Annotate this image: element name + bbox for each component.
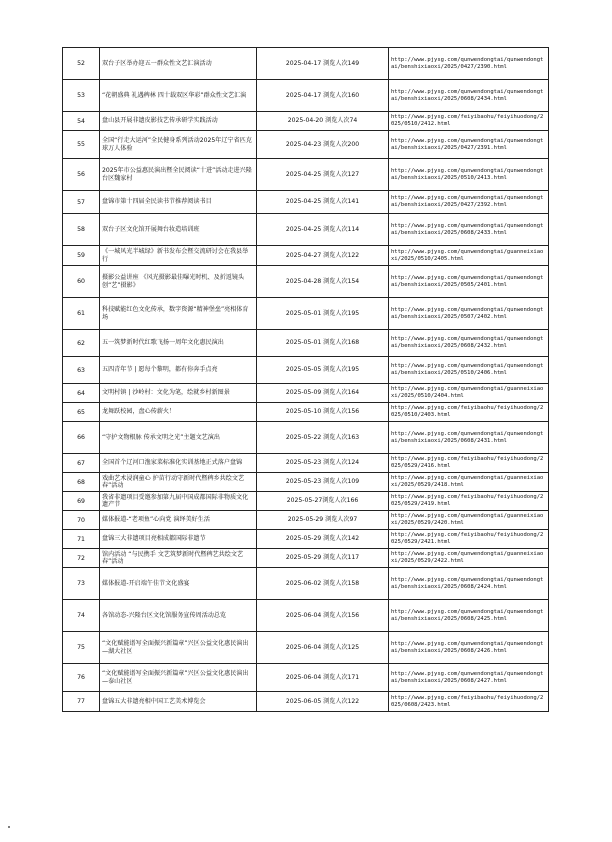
row-number: 59: [63, 246, 100, 266]
activity-title: 双台子区举办迎五一群众性文艺汇演活动: [100, 48, 257, 80]
date-views: 2025-04-17 浏览人次149: [257, 48, 389, 80]
table-row: [63, 246, 549, 266]
row-number: 63: [63, 357, 100, 384]
activity-url: http://www.pjysg.com/qunwendongtai/qunwendongtai/benshixiaoxi/2025/0427/2390.html: [389, 48, 549, 80]
activity-url: http://www.pjysg.com/qunwendongtai/qunwendongtai/benshixiaoxi/2025/0505/2401.html: [389, 266, 549, 298]
activity-title: 五一筑梦新时代红歌飞扬一周年文化惠民演出: [100, 330, 257, 357]
table-row: [63, 131, 549, 159]
activity-title: 文明村镇 | 沙岭村：文化为笔，绘就乡村新图景: [100, 384, 257, 403]
table-row: [63, 454, 549, 473]
row-number: 57: [63, 191, 100, 214]
activity-title: 媒体报道-开启端午佳节文化盛宴: [100, 568, 257, 600]
activity-title: 双台子区文化馆开展舞台妆造培训班: [100, 214, 257, 246]
table-row: [63, 298, 549, 330]
margin-dot: [8, 826, 10, 828]
activity-title: 五四青年节 | 愿每个黎明，都有你奔手点亮: [100, 357, 257, 384]
activity-url: http://www.pjysg.com/qunwendongtai/guanneixiaoxi/2025/0529/2420.html: [389, 511, 549, 530]
row-number: 52: [63, 48, 100, 80]
row-number: 73: [63, 568, 100, 600]
row-number: 67: [63, 454, 100, 473]
activity-title: 摄影公益讲座 《风光摄影最佳曝光时机、及折返镜头创“艺”摄影》: [100, 266, 257, 298]
row-number: 65: [63, 403, 100, 422]
activity-title: 全国首个辽河口渔家菜标准化实训基地正式落户盘锦: [100, 454, 257, 473]
table-row: [63, 403, 549, 422]
date-views: 2025-05-29 浏览人次117: [257, 549, 389, 568]
activity-url: http://www.pjysg.com/qunwendongtai/qunwendongtai/benshixiaoxi/2025/0608/2426.html: [389, 632, 549, 664]
table-row: [63, 600, 549, 632]
activity-url: http://www.pjysg.com/feiyibaohu/feiyihuodong/2025/0529/2421.html: [389, 530, 549, 549]
table-row: [63, 214, 549, 246]
row-number: 55: [63, 131, 100, 159]
activity-title: 盘锦五大非遗亮相中国工艺美术博览会: [100, 692, 257, 712]
activity-title: “文化赋能谱写全面振兴新篇章”兴区公益文化惠民演出—泰山社区: [100, 664, 257, 692]
activity-url: http://www.pjysg.com/qunwendongtai/qunwendongtai/benshixiaoxi/2025/0510/2406.html: [389, 357, 549, 384]
date-views: 2025-05-05 浏览人次195: [257, 357, 389, 384]
date-views: 2025-04-27 浏览人次122: [257, 246, 389, 266]
table-row: [63, 357, 549, 384]
activity-title: 2025年市公益惠民演出暨全民阅读“十进”活动走进兴隆台区魏家村: [100, 159, 257, 191]
activity-title: 媒体报道-“老项鱼”心向党 演绎美好生活: [100, 511, 257, 530]
date-views: 2025-06-04 浏览人次171: [257, 664, 389, 692]
activity-title: 盘锦三大非遗项目亮相成都国际非遗节: [100, 530, 257, 549]
date-views: 2025-04-25 浏览人次114: [257, 214, 389, 246]
row-number: 69: [63, 492, 100, 511]
row-number: 64: [63, 384, 100, 403]
date-views: 2025-04-28 浏览人次154: [257, 266, 389, 298]
activity-url: http://www.pjysg.com/qunwendongtai/qunwendongtai/benshixiaoxi/2025/0507/2402.html: [389, 298, 549, 330]
table-row: [63, 549, 549, 568]
date-views: 2025-05-27浏览人次166: [257, 492, 389, 511]
activity-title: 戏曲艺术浸润童心 护苗行动守新时代暨稗乡共绘文艺春”活动: [100, 473, 257, 492]
table-row: [63, 266, 549, 298]
row-number: 61: [63, 298, 100, 330]
table-row: [63, 330, 549, 357]
date-views: 2025-05-09 浏览人次164: [257, 384, 389, 403]
activity-title: 龙舞跃校园，盘心传薪火！: [100, 403, 257, 422]
activity-title: 科技赋能红色文化传承，数字资源“精神堡垒”亮相体育场: [100, 298, 257, 330]
activity-url: http://www.pjysg.com/qunwendongtai/qunwendongtai/benshixiaoxi/2025/0608/2431.html: [389, 422, 549, 454]
activity-url: http://www.pjysg.com/qunwendongtai/qunwendongtai/benshixiaoxi/2025/0427/2392.html: [389, 191, 549, 214]
date-views: 2025-04-20 浏览人次74: [257, 112, 389, 131]
activity-title: 《一城风光半城绿》新书发布会暨交流研讨会在我县举行: [100, 246, 257, 266]
row-number: 68: [63, 473, 100, 492]
row-number: 66: [63, 422, 100, 454]
activity-url: http://www.pjysg.com/qunwendongtai/guanneixiaoxi/2025/0510/2405.html: [389, 246, 549, 266]
date-views: 2025-05-23 浏览人次109: [257, 473, 389, 492]
table-row: [63, 492, 549, 511]
activity-title: “花朝盛典 礼遇稗林 四十载双区华彩”群众性文艺汇演: [100, 80, 257, 112]
date-views: 2025-06-04 浏览人次125: [257, 632, 389, 664]
activity-url: http://www.pjysg.com/qunwendongtai/qunwendongtai/benshixiaoxi/2025/0608/2432.html: [389, 330, 549, 357]
activity-url: http://www.pjysg.com/qunwendongtai/qunwendongtai/benshixiaoxi/2025/0427/2391.html: [389, 131, 549, 159]
date-views: 2025-05-29 浏览人次142: [257, 530, 389, 549]
date-views: 2025-04-25 浏览人次127: [257, 159, 389, 191]
activity-url: http://www.pjysg.com/qunwendongtai/qunwendongtai/benshixiaoxi/2025/0608/2434.html: [389, 80, 549, 112]
date-views: 2025-05-01 浏览人次195: [257, 298, 389, 330]
table-body: [63, 48, 549, 712]
activity-url: http://www.pjysg.com/feiyibaohu/feiyihuodong/2025/0510/2403.html: [389, 403, 549, 422]
row-number: 53: [63, 80, 100, 112]
activity-url: http://www.pjysg.com/qunwendongtai/qunwendongtai/benshixiaoxi/2025/0608/2433.html: [389, 214, 549, 246]
row-number: 74: [63, 600, 100, 632]
table-row: [63, 568, 549, 600]
row-number: 75: [63, 632, 100, 664]
row-number: 72: [63, 549, 100, 568]
table-row: [63, 664, 549, 692]
activity-title: 全国“行走大运河”全民健身系列活动2025年辽宁省匹克球万人体验: [100, 131, 257, 159]
activity-title: “守护文物根脉 传承文明之光”主题文艺演出: [100, 422, 257, 454]
table-row: [63, 80, 549, 112]
activity-report-table: [62, 47, 549, 712]
activity-url: http://www.pjysg.com/feiyibaohu/feiyihuodong/2025/0529/2419.html: [389, 492, 549, 511]
table-row: [63, 48, 549, 80]
date-views: 2025-05-01 浏览人次168: [257, 330, 389, 357]
activity-url: http://www.pjysg.com/feiyibaohu/feiyihuodong/2025/0510/2412.html: [389, 112, 549, 131]
activity-title: 盘锦市第十四届全民读书节推荐阅读书目: [100, 191, 257, 214]
activity-url: http://www.pjysg.com/qunwendongtai/guanneixiaoxi/2025/0529/2418.html: [389, 473, 549, 492]
table-row: [63, 384, 549, 403]
activity-url: http://www.pjysg.com/qunwendongtai/guanneixiaoxi/2025/0510/2404.html: [389, 384, 549, 403]
table-row: [63, 159, 549, 191]
table-row: [63, 473, 549, 492]
row-number: 60: [63, 266, 100, 298]
date-views: 2025-04-23 浏览人次200: [257, 131, 389, 159]
date-views: 2025-04-25 浏览人次141: [257, 191, 389, 214]
activity-title: 馆内活动 “与民携手 文艺筑梦新时代暨稗艺共绘文艺春”活动: [100, 549, 257, 568]
date-views: 2025-05-29 浏览人次97: [257, 511, 389, 530]
table-row: [63, 191, 549, 214]
table-row: [63, 530, 549, 549]
date-views: 2025-05-10 浏览人次156: [257, 403, 389, 422]
date-views: 2025-04-17 浏览人次160: [257, 80, 389, 112]
table-row: [63, 692, 549, 712]
table-row: [63, 632, 549, 664]
row-number: 77: [63, 692, 100, 712]
row-number: 76: [63, 664, 100, 692]
row-number: 62: [63, 330, 100, 357]
row-number: 54: [63, 112, 100, 131]
table-row: [63, 422, 549, 454]
activity-url: http://www.pjysg.com/qunwendongtai/qunwendongtai/benshixiaoxi/2025/0608/2424.html: [389, 568, 549, 600]
table-row: [63, 511, 549, 530]
date-views: 2025-06-05 浏览人次122: [257, 692, 389, 712]
activity-url: http://www.pjysg.com/qunwendongtai/qunwendongtai/benshixiaoxi/2025/0608/2427.html: [389, 664, 549, 692]
activity-url: http://www.pjysg.com/qunwendongtai/qunwendongtai/benshixiaoxi/2025/0510/2413.html: [389, 159, 549, 191]
row-number: 56: [63, 159, 100, 191]
date-views: 2025-05-23 浏览人次124: [257, 454, 389, 473]
activity-title: 盘山县开展非遗皮影技艺传承研学实践活动: [100, 112, 257, 131]
row-number: 70: [63, 511, 100, 530]
table-row: [63, 112, 549, 131]
activity-url: http://www.pjysg.com/feiyibaohu/feiyihuodong/2025/0529/2416.html: [389, 454, 549, 473]
row-number: 71: [63, 530, 100, 549]
activity-url: http://www.pjysg.com/feiyibaohu/feiyihuodong/2025/0608/2423.html: [389, 692, 549, 712]
date-views: 2025-06-04 浏览人次156: [257, 600, 389, 632]
activity-url: http://www.pjysg.com/qunwendongtai/qunwendongtai/benshixiaoxi/2025/0608/2425.html: [389, 600, 549, 632]
activity-title: “文化赋能谱写全面振兴新篇章”兴区公益文化惠民演出—湖大社区: [100, 632, 257, 664]
activity-title: 各馆动态-兴隆台区文化馆服务宣传周活动总览: [100, 600, 257, 632]
activity-url: http://www.pjysg.com/qunwendongtai/guanneixiaoxi/2025/0529/2422.html: [389, 549, 549, 568]
row-number: 58: [63, 214, 100, 246]
date-views: 2025-06-02 浏览人次158: [257, 568, 389, 600]
activity-title: 我省非遗项目受邀参加第九届中国成都国际非物质文化遗产节: [100, 492, 257, 511]
date-views: 2025-05-22 浏览人次163: [257, 422, 389, 454]
